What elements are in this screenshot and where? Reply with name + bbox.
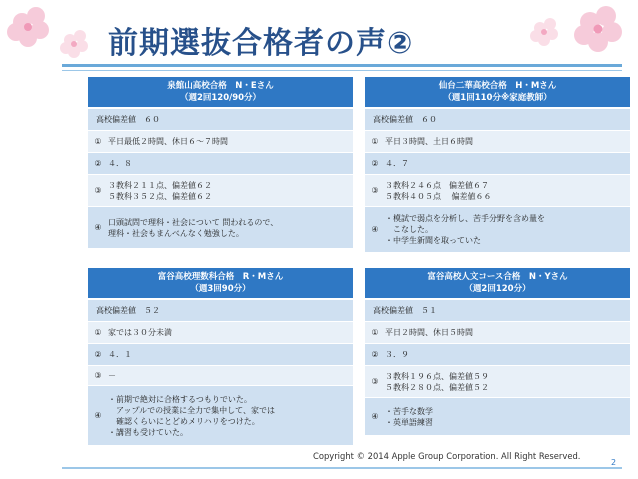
score-row: 高校偏差値 ５１	[365, 300, 630, 322]
answer-row-2: ② ４．８	[88, 153, 353, 175]
answer-row-3: ③ －	[88, 366, 353, 386]
card-school: 仙台二華高校合格 H・Mさん	[438, 81, 557, 91]
answer-row-1: ① 平日２時間、休日５時間	[365, 322, 630, 344]
score-row: 高校偏差値 ５２	[88, 300, 353, 322]
answer-row-2: ② ４．１	[88, 344, 353, 366]
answer-row-2: ② ４．７	[365, 153, 630, 175]
answer-row-3: ③ ３教科２４６点 偏差値６７ ５教科４０５点 偏差値６６	[365, 175, 630, 207]
page-title: 前期選抜合格者の声②	[108, 26, 414, 61]
answer-row-1: ① 平日３時間、土日６時間	[365, 131, 630, 153]
card-header	[365, 268, 630, 300]
answer-row-4: ④ ・模試で弱点を分析し、苦手分野を含め量を こなした。 ・中学生新聞を取っていた	[365, 207, 630, 253]
answer-row-3: ③ ３教科１９６点、偏差値５９ ５教科２８０点、偏差値５２	[365, 366, 630, 398]
card-school: 富谷高校人文コース合格 N・Yさん	[427, 272, 568, 282]
score-row: 高校偏差値 ６０	[88, 109, 353, 131]
card-header	[88, 268, 353, 300]
page-number: 2	[611, 458, 617, 467]
testimonial-card-2	[365, 77, 630, 253]
card-detail: （週2回120/90分）	[179, 93, 262, 103]
answer-row-2: ② ３．９	[365, 344, 630, 366]
card-school: 泉館山高校合格 N・Eさん	[167, 81, 274, 91]
testimonial-card-1	[88, 77, 353, 249]
answer-row-3: ③ ３教科２１１点、偏差値６２ ５教科３５２点、偏差値６２	[88, 175, 353, 207]
score-row: 高校偏差値 ６０	[365, 109, 630, 131]
answer-row-4: ④ ・前期で絶対に合格するつもりでいた。 アップルでの授業に全力で集中して、家では 確認くらいにとどめメリハリをつけた。 ・講習も受けていた。	[88, 386, 353, 446]
flower-decoration-right-icon	[470, 0, 638, 80]
title-underline-thin	[62, 70, 622, 71]
card-detail: （週2回120分）	[464, 284, 531, 294]
card-header	[365, 77, 630, 109]
testimonial-card-4	[365, 268, 630, 436]
answer-row-4: ④ 口頭試問で理科・社会について 問われるので、 理科・社会もまんべんなく勉強した。	[88, 207, 353, 249]
answer-row-1: ① 平日最低２時間、休日６～７時間	[88, 131, 353, 153]
testimonial-card-3	[88, 268, 353, 446]
copyright-text: Copyright © 2014 Apple Group Corporation. All Right Reserved.	[313, 451, 581, 461]
card-header	[88, 77, 353, 109]
card-school: 富谷高校理数科合格 R・Mさん	[157, 272, 284, 282]
flower-decoration-left-icon	[0, 0, 110, 80]
answer-row-4: ④ ・苦手な数学 ・英単語練習	[365, 398, 630, 436]
title-underline	[62, 64, 622, 67]
answer-row-1: ① 家では３０分未満	[88, 322, 353, 344]
footer-rule	[62, 467, 622, 469]
card-detail: （週1回110分※家庭教師）	[443, 93, 552, 103]
card-detail: （週3回90分）	[190, 284, 251, 294]
